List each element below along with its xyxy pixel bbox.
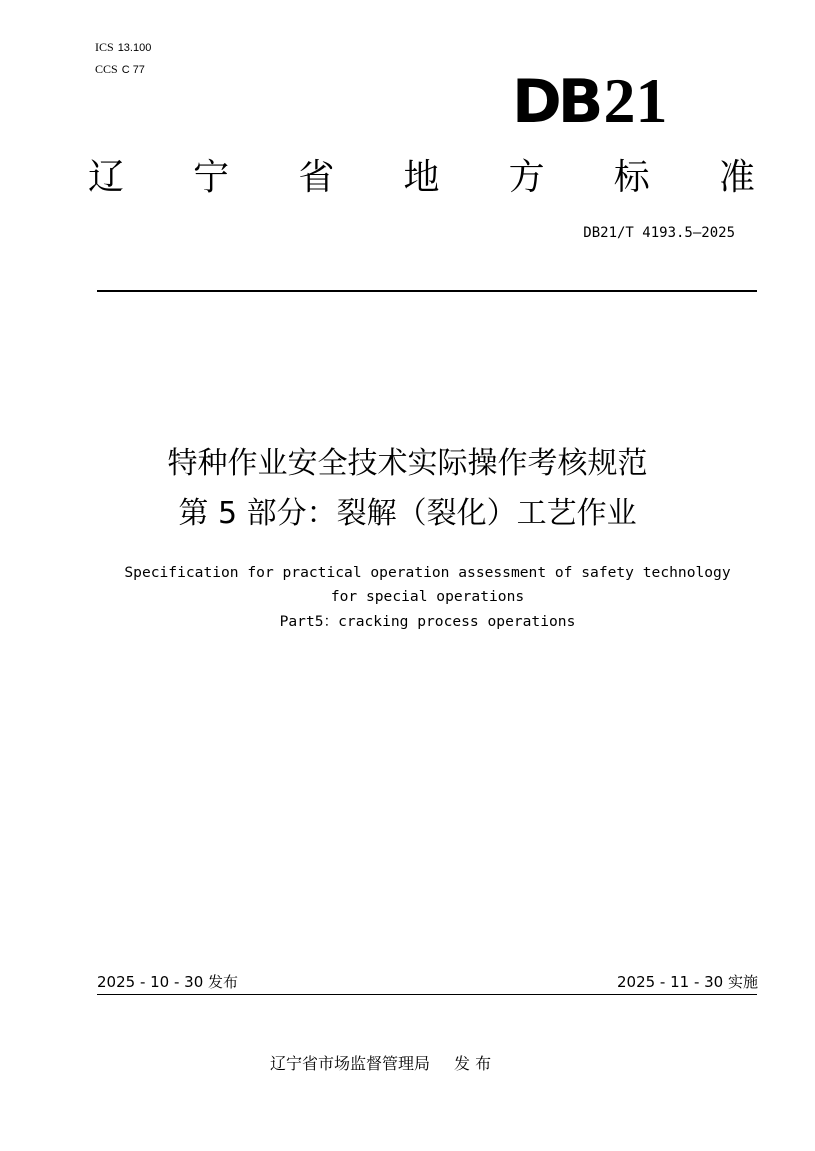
db-logo-letters: DB xyxy=(512,67,600,137)
chinese-title-line2: 第 5 部分：裂解（裂化）工艺作业 xyxy=(178,496,637,531)
db-logo-number: 21 xyxy=(603,65,668,136)
ccs-label: CCS xyxy=(95,62,118,76)
db21-logo xyxy=(512,65,668,137)
english-title-line1: Specification for practical operation assessment of safety technology xyxy=(124,564,731,581)
publisher-name: 辽宁省市场监督管理局 xyxy=(270,1054,431,1073)
standard-type-char: 方 xyxy=(508,157,545,198)
standard-type-char: 辽 xyxy=(88,157,125,198)
standard-type-char: 地 xyxy=(403,157,440,198)
ccs-value: C 77 xyxy=(121,64,145,76)
standard-type-char: 标 xyxy=(613,157,650,198)
ics-value: 13.100 xyxy=(117,42,152,54)
publisher-suffix: 发 布 xyxy=(454,1054,492,1073)
release-date: 2025 - 10 - 30 发布 xyxy=(97,973,239,991)
chinese-title-line1: 特种作业安全技术实际操作考核规范 xyxy=(167,446,648,481)
standard-type-char: 宁 xyxy=(193,157,230,198)
publisher xyxy=(270,1053,491,1075)
standard-type-char: 省 xyxy=(298,157,335,198)
footer-divider xyxy=(97,994,757,995)
english-title-line3: Part5：cracking process operations xyxy=(279,613,576,630)
ccs-code xyxy=(95,62,145,77)
header-divider xyxy=(97,290,757,292)
standard-number: DB21/T 4193.5—2025 xyxy=(583,225,735,241)
english-title-line2: for special operations xyxy=(330,588,525,605)
implementation-date: 2025 - 11 - 30 实施 xyxy=(616,973,758,991)
ics-label: ICS xyxy=(95,40,114,54)
standard-type-char: 准 xyxy=(718,157,755,198)
standard-type-title xyxy=(88,155,755,203)
ics-code xyxy=(95,40,151,55)
